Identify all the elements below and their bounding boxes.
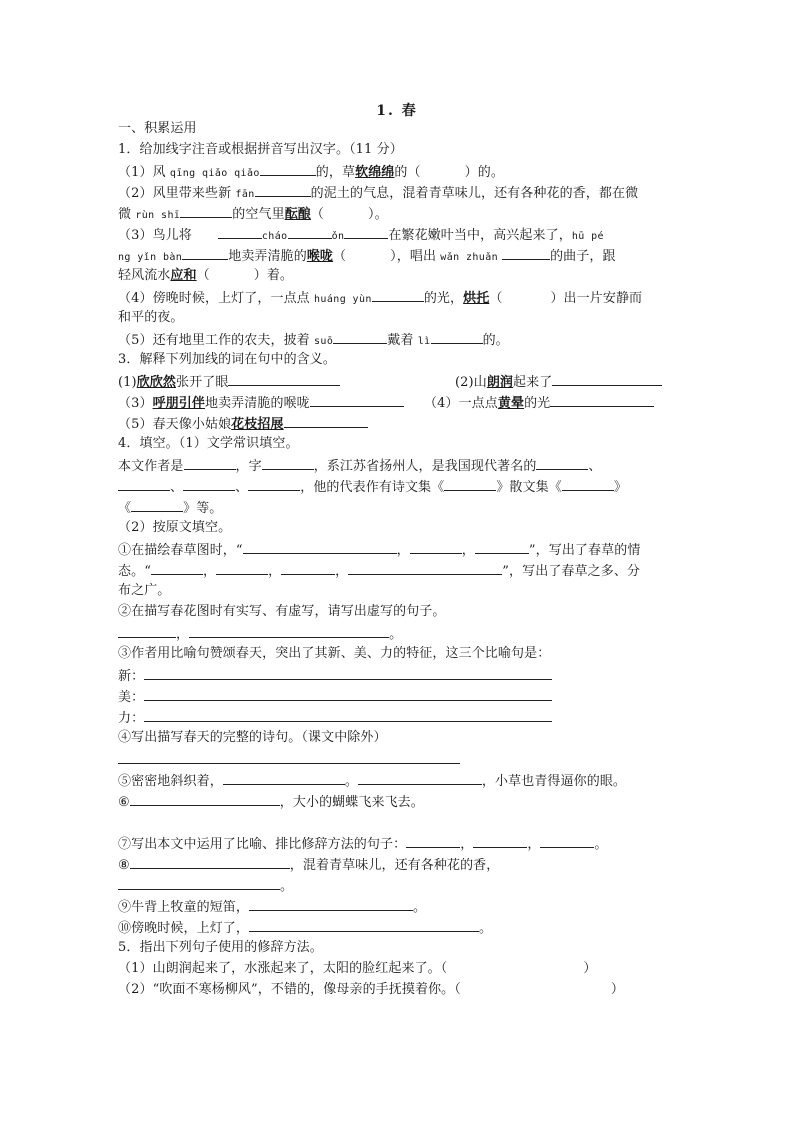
text: （1）山朗润起来了，水涨起来了，太阳的脸红起来了。（ (118, 961, 448, 976)
answer-blank[interactable] (118, 625, 176, 638)
answer-blank[interactable] (249, 919, 479, 932)
q1-item2-line1 (118, 184, 638, 203)
text: ⑩傍晚时候，上灯了， (118, 921, 250, 936)
text: 。 (280, 879, 294, 894)
text: 力： (118, 711, 145, 726)
text: 地卖弄清脆的喉咙 (204, 396, 310, 411)
text: （4）一点点 (424, 396, 498, 411)
underlined-word: 花枝招展 (231, 417, 284, 432)
q4-part2-heading: （2）按原文填空。 (118, 520, 232, 535)
pinyin: wǎn zhuǎn (440, 252, 499, 263)
q5-item1 (118, 961, 596, 977)
text: ， (396, 543, 410, 558)
answer-blank[interactable] (144, 688, 552, 701)
pinyin: ng yǐn bàn (118, 252, 183, 263)
q1-item3-line2 (118, 247, 616, 266)
q4-literature-line1 (118, 457, 602, 475)
q4-s5 (118, 772, 626, 790)
pinyin: qīng qiǎo qiǎo (169, 168, 260, 179)
text: 、 (588, 459, 602, 474)
text: (2)山 (455, 375, 487, 390)
text: ⑨牛背上牧童的短笛， (118, 900, 250, 915)
answer-blank[interactable] (130, 856, 290, 869)
text: 新： (118, 669, 145, 684)
text: 在繁花嫩叶当中，高兴起来了， (388, 228, 572, 243)
answer-blank[interactable] (344, 226, 388, 239)
q1-item3-line1 (118, 226, 604, 245)
answer-blank[interactable] (540, 835, 594, 848)
text: ， (335, 564, 349, 579)
answer-blank[interactable] (262, 457, 314, 470)
pinyin: rùn shī (135, 210, 181, 221)
answer-blank[interactable] (228, 373, 340, 386)
text: ⑦写出本文中运用了比喻、排比修辞方法的句子： (118, 837, 407, 852)
pinyin: fān (235, 189, 255, 200)
text: 。 (479, 921, 493, 936)
answer-blank[interactable] (218, 226, 262, 239)
text: 美： (118, 690, 145, 705)
text: 。 (344, 774, 358, 789)
answer-blank[interactable] (550, 394, 654, 407)
text: ， (460, 837, 474, 852)
answer-blank[interactable] (180, 205, 232, 218)
answer-blank[interactable] (406, 835, 460, 848)
text: 本文作者是 (118, 459, 184, 474)
q4-s8-line2 (118, 877, 293, 895)
answer-blank[interactable] (281, 562, 335, 575)
q4-s10 (118, 919, 492, 937)
text: 态。“ (118, 564, 151, 579)
q4-s6 (118, 793, 424, 811)
pinyin: suō (314, 336, 334, 347)
q3-item3 (118, 394, 404, 412)
answer-blank[interactable] (410, 541, 462, 554)
text: ）的。 (464, 165, 504, 180)
text: ），唱出 (390, 249, 441, 264)
text: ， (461, 543, 475, 558)
text: ”，写出了春草之多、分 (502, 564, 641, 579)
text: 、 (170, 480, 184, 495)
underlined-word: 应和 (170, 268, 197, 283)
pinyin: lì (417, 336, 431, 347)
answer-blank[interactable] (475, 541, 529, 554)
section-heading: 一、积累运用 (118, 121, 197, 136)
q3-item5 (118, 415, 368, 433)
underlined-word: 欣欣然 (136, 375, 177, 390)
text: ） (610, 982, 624, 997)
answer-blank[interactable] (144, 667, 552, 680)
text: ） (583, 961, 597, 976)
text: 的。 (482, 333, 509, 348)
q1-item5 (118, 331, 509, 350)
answer-blank[interactable] (348, 562, 502, 575)
text: ）出一片安静而 (550, 291, 643, 306)
q1-item3-line3 (118, 268, 293, 284)
pinyin: hū pé (571, 231, 604, 242)
q4-s3-prompt: ③作者用比喻句赞颂春天，突出了其新、美、力的特征，这三个比喻句是： (118, 646, 551, 661)
q4-s3-power (118, 709, 552, 727)
answer-blank[interactable] (333, 331, 387, 344)
q1-item4-line1 (118, 289, 642, 308)
answer-blank[interactable] (536, 457, 588, 470)
text: ⑥ (118, 795, 130, 810)
text: （3） (118, 396, 153, 411)
answer-blank[interactable] (182, 247, 228, 260)
text: 微 (118, 207, 136, 222)
q4-s1-line1 (118, 541, 640, 559)
answer-blank[interactable] (260, 163, 316, 176)
answer-blank[interactable] (223, 772, 345, 785)
answer-blank[interactable] (562, 478, 614, 491)
q4-s8-line1 (118, 856, 499, 874)
q4-s2-prompt: ②在描写春花图时有实写、有虚写，请写出虚写的句子。 (118, 604, 446, 619)
q3-item2 (455, 373, 662, 391)
answer-blank[interactable] (310, 394, 404, 407)
answer-blank[interactable] (151, 562, 203, 575)
q3-item4 (424, 394, 654, 412)
text: （2）“吹面不寒杨柳风”，不错的，像母亲的手抚摸着你。（ (118, 982, 461, 997)
text: 》散文集《 (496, 480, 562, 495)
answer-blank[interactable] (284, 415, 368, 428)
answer-blank[interactable] (288, 226, 332, 239)
text: 的，草 (315, 165, 356, 180)
text: ，字 (235, 459, 262, 474)
q5-item2 (118, 982, 624, 998)
underlined-word: 黄晕 (497, 396, 525, 411)
text: ，大小的蝴蝶飞来飞去。 (279, 795, 424, 810)
text: （5）还有地里工作的农夫，披着 (118, 333, 315, 348)
q4-s3-beauty (118, 688, 552, 706)
answer-blank[interactable] (243, 541, 397, 554)
q4-literature-line2 (118, 478, 627, 496)
q4-s9 (118, 898, 426, 916)
q4-s1-line3: 布之广。 (118, 583, 171, 598)
text: 的泥土的气息，混着青草味儿，还有各种花的香，都在微 (310, 186, 639, 201)
q4-s1-line2 (118, 562, 640, 580)
text: （ (489, 291, 503, 306)
answer-blank[interactable] (358, 772, 482, 785)
text: 》等。 (183, 501, 223, 516)
q4-s4-prompt: ④写出描写春天的完整的诗句。（课文中除外） (118, 730, 387, 745)
text: （1）风 (118, 165, 170, 180)
text: ，混着青草味儿，还有各种花的香， (289, 858, 500, 873)
answer-blank[interactable] (502, 247, 550, 260)
answer-blank[interactable] (131, 499, 183, 512)
page-title: 1. 春 (376, 103, 418, 119)
q1-item4-line2: 和平的夜。 (118, 310, 184, 325)
text: 》 (613, 480, 627, 495)
q4-s4-answer (118, 751, 460, 769)
q1-heading: 1．给加线字注音或根据拼音写出汉字。（11 分） (118, 142, 403, 157)
answer-blank[interactable] (144, 709, 552, 722)
text: 。 (413, 900, 427, 915)
q3-heading: 3．解释下列加线的词在句中的含义。 (118, 352, 336, 367)
underlined-word: 呼朋引伴 (152, 396, 205, 411)
text: ， (176, 627, 190, 642)
underlined-word: 软绵绵 (355, 165, 395, 180)
text: 。 (594, 837, 608, 852)
text: ）。 (368, 207, 388, 222)
text: ， (527, 837, 541, 852)
pinyin: ǒn (331, 231, 345, 242)
text: 的光， (423, 291, 464, 306)
answer-blank[interactable] (473, 835, 527, 848)
q4-heading: 4．填空。（1）文学常识填空。 (118, 436, 299, 451)
answer-blank[interactable] (189, 625, 389, 638)
pinyin: cháo (261, 231, 288, 242)
text: (1) (118, 375, 137, 390)
answer-blank[interactable] (255, 184, 311, 197)
text: 轻风流水 (118, 268, 171, 283)
text: ）着。 (253, 268, 294, 283)
text: （ (196, 268, 210, 283)
text: ， (202, 564, 217, 579)
q3-item1 (118, 373, 340, 391)
answer-blank[interactable] (183, 478, 235, 491)
text: 。 (389, 627, 403, 642)
answer-blank[interactable] (552, 373, 662, 386)
text: ”，写出了春草的情 (528, 543, 641, 558)
answer-blank[interactable] (216, 562, 268, 575)
pinyin: huáng yùn (314, 294, 372, 305)
text: ，他的代表作有诗文集《 (300, 480, 445, 495)
underlined-word: 烘托 (463, 291, 490, 306)
text: ， (268, 564, 282, 579)
text: 的（ (394, 165, 421, 180)
text: ①在描绘春草图时，“ (118, 543, 243, 558)
q4-literature-line3 (118, 499, 222, 517)
q4-s2-answer (118, 625, 402, 643)
underlined-word: 朗润 (486, 375, 514, 390)
q1-item2-line2 (118, 205, 388, 224)
underlined-word: 喉咙 (306, 249, 334, 264)
text: 张开了眼 (176, 375, 229, 390)
text: ，系江苏省扬州人，是我国现代著名的 (313, 459, 537, 474)
answer-blank[interactable] (130, 793, 280, 806)
text: ⑤密密地斜织着， (118, 774, 223, 789)
text: （5）春天像小姑娘 (118, 417, 232, 432)
q1-item1 (118, 163, 504, 182)
text: 起来了 (513, 375, 553, 390)
answer-blank[interactable] (372, 289, 424, 302)
answer-blank[interactable] (248, 478, 300, 491)
text: 的空气里 (232, 207, 285, 222)
text: ，小草也青得逼你的眼。 (481, 774, 627, 789)
text: （ (310, 207, 325, 222)
text: 的曲子，跟 (550, 249, 616, 264)
text: （3）鸟儿将 (118, 228, 192, 243)
underlined-word: 酝酿 (284, 207, 311, 222)
answer-blank[interactable] (249, 898, 413, 911)
text: ⑧ (118, 858, 130, 873)
answer-blank[interactable] (118, 751, 460, 764)
answer-blank[interactable] (431, 331, 483, 344)
answer-blank[interactable] (444, 478, 496, 491)
text: （4）傍晚时候，上灯了，一点点 (118, 291, 315, 306)
text: 戴着 (387, 333, 418, 348)
q4-s3-new (118, 667, 552, 685)
answer-blank[interactable] (118, 877, 280, 890)
text: 、 (235, 480, 249, 495)
q4-s7 (118, 835, 608, 853)
text: 《 (118, 501, 132, 516)
text: 地卖弄清脆的 (228, 249, 307, 264)
answer-blank[interactable] (184, 457, 236, 470)
q5-heading: 5．指出下列句子使用的修辞方法。 (118, 940, 323, 955)
text: （ (333, 249, 347, 264)
text: （2）风里带来些新 (118, 186, 236, 201)
answer-blank[interactable] (118, 478, 170, 491)
text: 的光 (524, 396, 551, 411)
